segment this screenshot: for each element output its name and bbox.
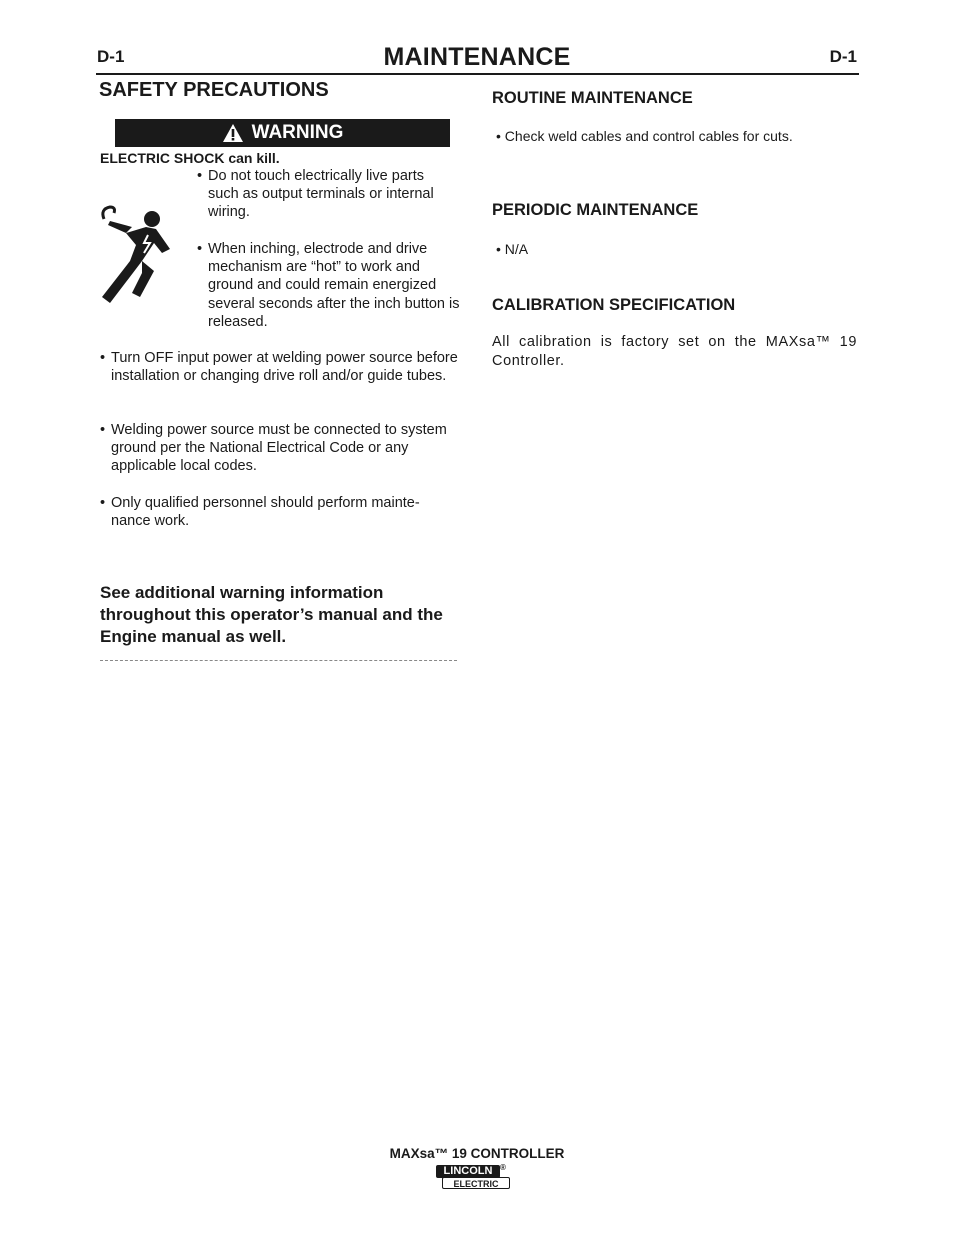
periodic-heading: PERIODIC MAINTENANCE [492, 201, 699, 219]
routine-item: • Check weld cables and control cables for cuts. [496, 128, 793, 144]
calibration-heading: CALIBRATION SPECIFICATION [492, 296, 736, 314]
logo-top: LINCOLN [436, 1165, 500, 1178]
periodic-item: • N/A [496, 241, 529, 257]
routine-heading: ROUTINE MAINTENANCE [492, 89, 693, 107]
safety-bullet-2: • Welding power source must be connected to system ground per the National Electrical Code or any applicable local codes. [100, 422, 447, 475]
page-code-right: D-1 [829, 47, 857, 66]
warning-bar [115, 119, 450, 147]
electric-shock-icon [96, 205, 196, 305]
safety-bullet-3: • Only qualified personnel should perform mainte- nance work. [100, 495, 420, 530]
calibration-text: All calibration is factory set on the MAXsa™ 19 Controller. [492, 334, 857, 369]
safety-bullet-1: • Turn OFF input power at welding power source before installation or changing drive roll and/or guide tubes. [100, 350, 458, 385]
logo-bottom: ELECTRIC [442, 1177, 510, 1189]
lincoln-electric-logo [434, 1163, 514, 1191]
safety-heading: SAFETY PRECAUTIONS [99, 79, 329, 101]
page-title: MAINTENANCE [383, 43, 571, 71]
see-more-notice: See additional warning information throughout this operator’s manual and the Engine manual as well. [100, 583, 443, 646]
logo-registered: ® [500, 1163, 506, 1172]
footer-model: MAXsa™ 19 CONTROLLER [389, 1146, 565, 1161]
header-rule [96, 73, 859, 75]
shock-heading: ELECTRIC SHOCK can kill. [100, 150, 280, 166]
icon-bullet-2: • When inching, electrode and drive mechanism are “hot” to work and ground and could remain energized several seconds after the inch button is released. [197, 241, 460, 330]
icon-bullet-1: • Do not touch electrically live parts such as output terminals or internal wiring. [197, 168, 434, 221]
warning-label: WARNING [251, 122, 344, 143]
warning-triangle-icon [222, 123, 244, 143]
dashed-divider [100, 660, 457, 661]
page-code-left: D-1 [97, 47, 125, 66]
